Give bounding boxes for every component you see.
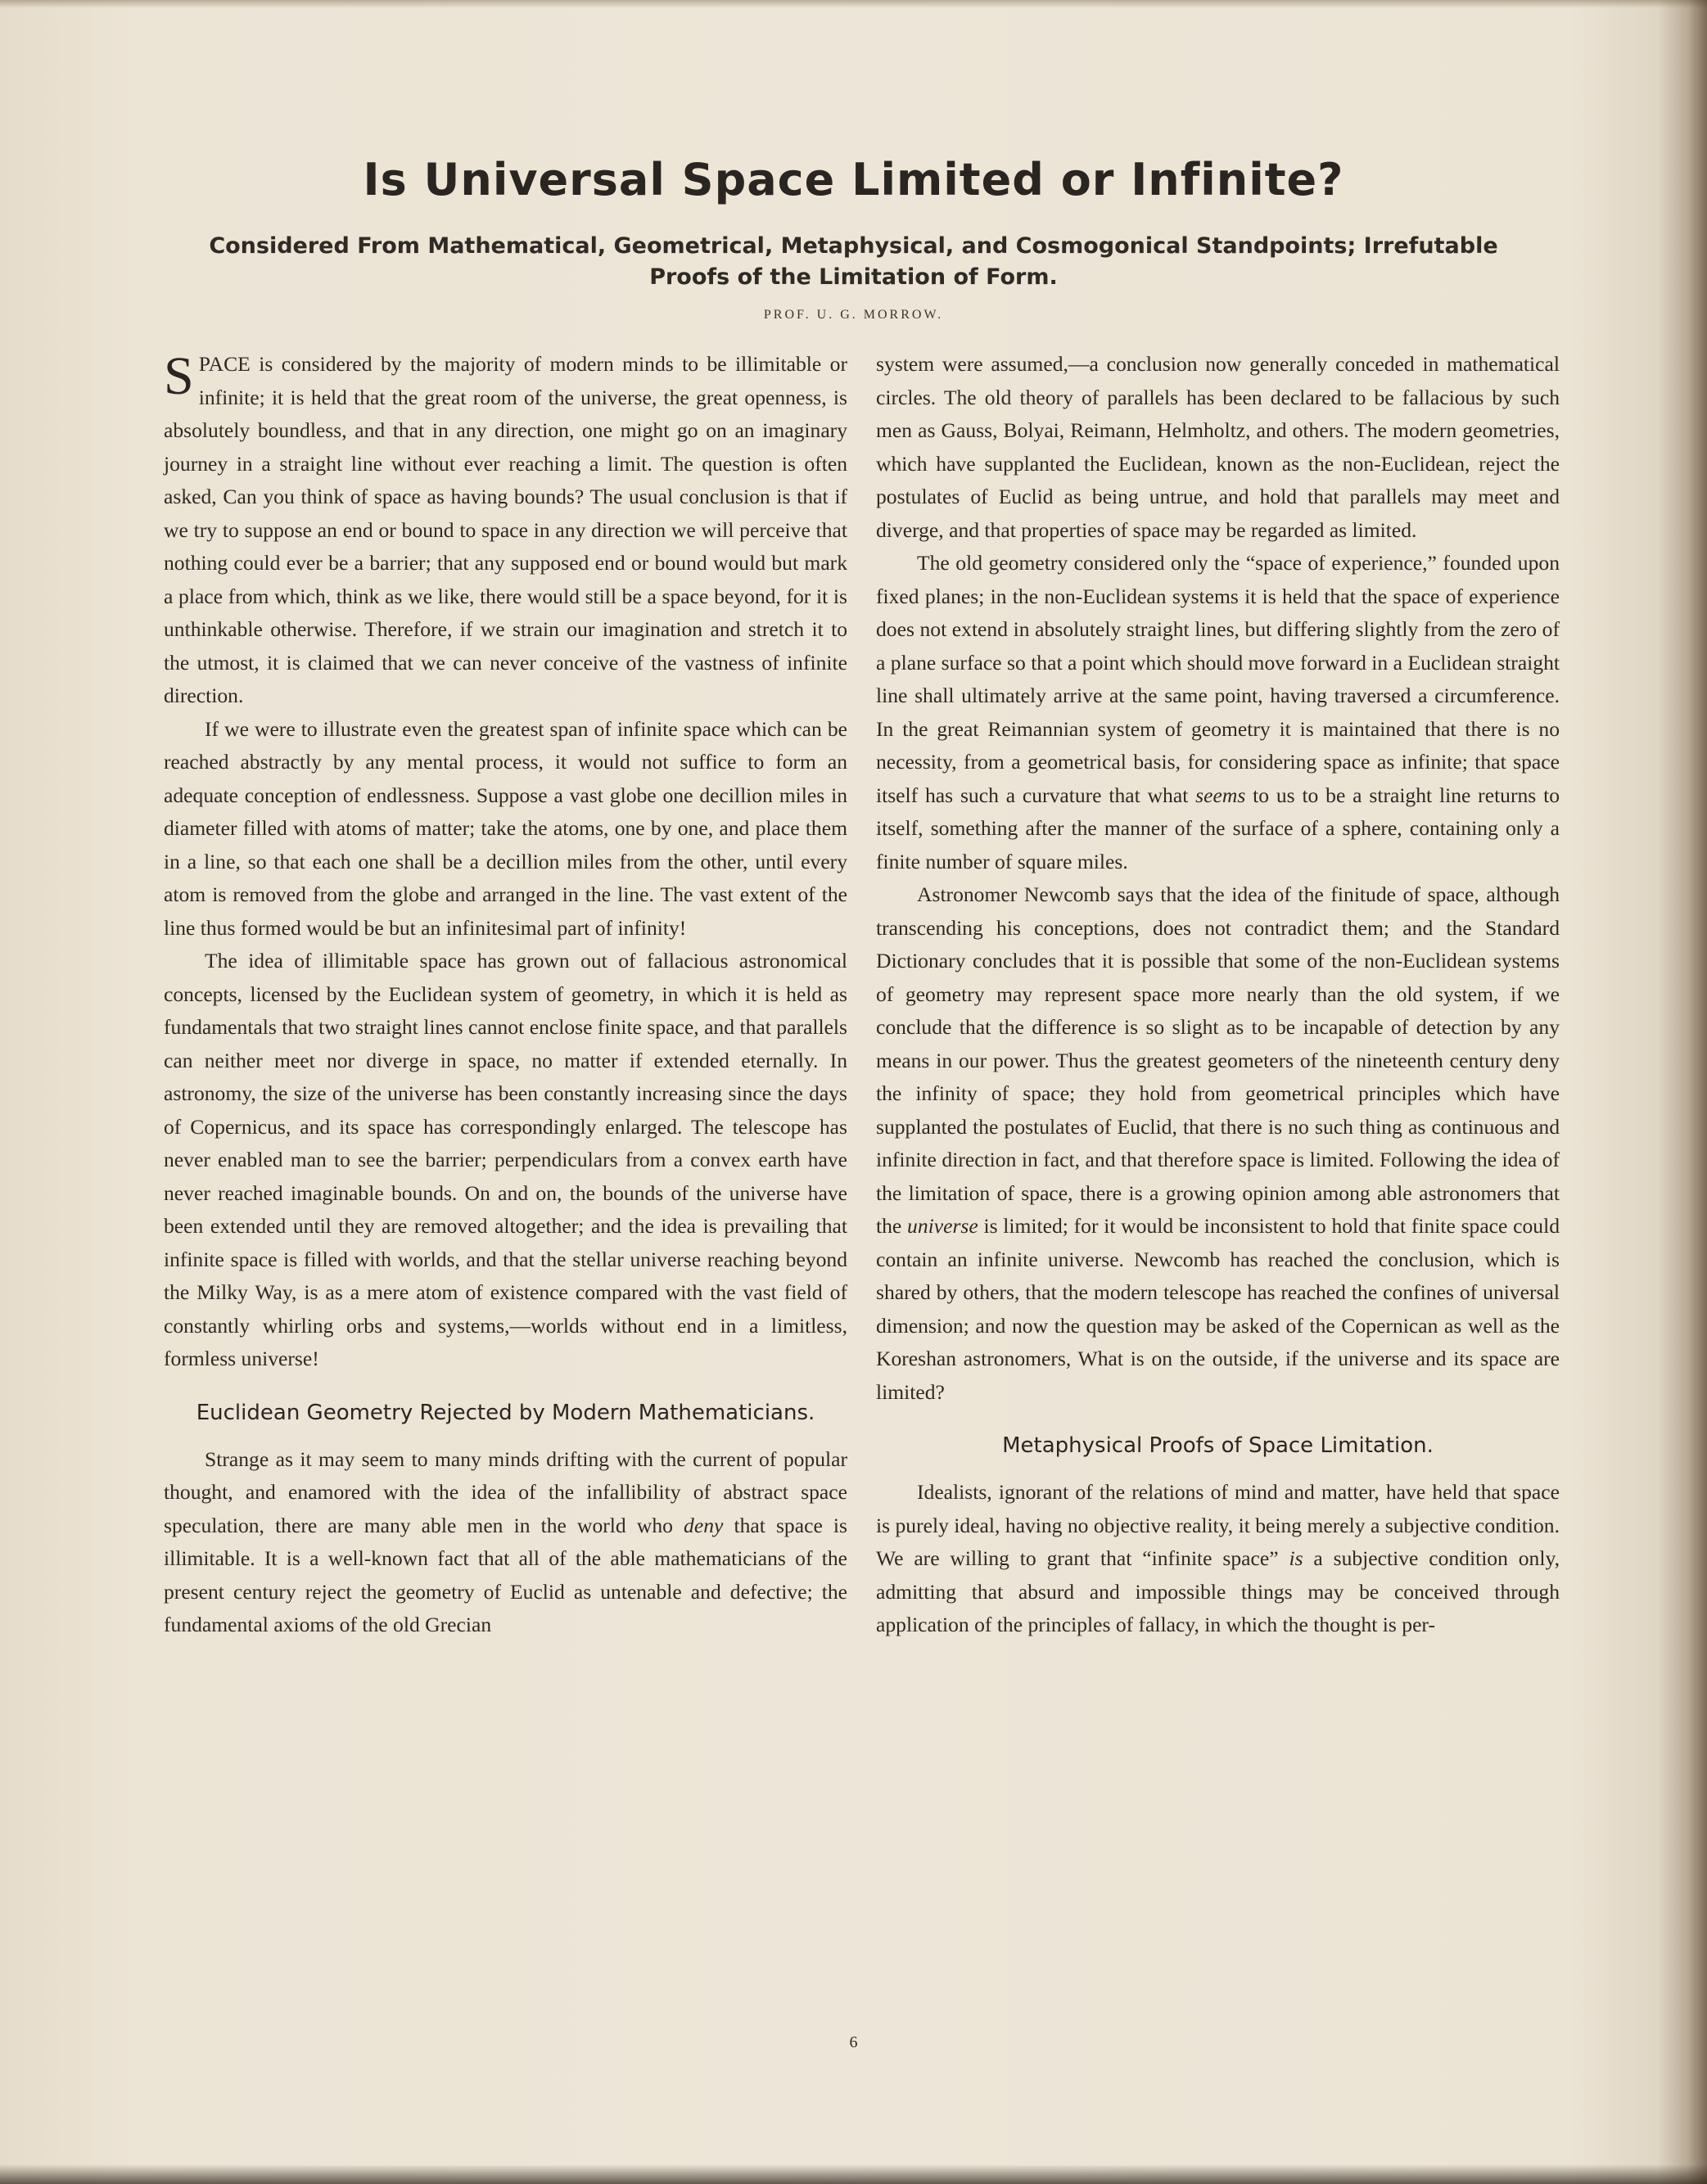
emphasis-text: is — [1289, 1546, 1303, 1570]
paragraph-text: Strange as it may seem to many minds drifting with the current of popular thought, and enamored with the idea of the infallibility of abstract space speculation, there are many able men in the world who — [164, 1446, 847, 1537]
paragraph-text: that space is illimitable. It is a well-known fact that all of the able mathematicians of the present century reject the geometry of Euclid as untenable and defective; the fundamental axioms of the old Grecian — [164, 1513, 847, 1636]
left-column — [164, 348, 847, 1642]
drop-cap: S — [164, 346, 194, 406]
paragraph — [876, 1476, 1560, 1642]
paragraph-text: a subjective condition only, admitting that absurd and impossible things may be conceived through application of the principles of fallacy, in which the thought is per- — [876, 1546, 1560, 1636]
paragraph — [164, 1443, 847, 1642]
paragraph-text: Idealists, ignorant of the relations of mind and matter, have held that space is purely ideal, having no objective reality, it being merely a subjective condition. We are willing to grant that “infinite space” — [876, 1480, 1560, 1570]
paragraph: If we were to illustrate even the greatest span of infinite space which can be reached abstractly by any mental process, it would not suffice to form an adequate conception of endlessness. Suppose a vast globe one decillion miles in diameter filled with atoms of matter; take the atoms, one by one, and place them in a line, so that each one shall be a decillion miles from the other, until every atom is removed from the globe and arranged in the line. The vast extent of the line thus formed would be but an infinitesimal part of infinity! — [164, 716, 847, 940]
page-top-edge — [0, 0, 1707, 8]
article-byline: PROF. U. G. MORROW. — [763, 308, 944, 322]
paragraph — [876, 878, 1560, 1409]
paragraph: The idea of illimitable space has grown out of fallacious astronomical concepts, licensed by the Euclidean system of geometry, in which it is held as fundamentals that two straight lines cannot enclose finite space, and that parallels can neither meet nor diverge in space, no matter if extended eternally. In astronomy, the size of the universe has been constantly increasing since the days of Copernicus, and its space has correspondingly enlarged. The telescope has never enabled man to see the barrier; perpendiculars from a convex earth have never reached imaginable bounds. On and on, the bounds of the universe have been extended until they are removed altogether; and the idea is prevailing that infinite space is filled with worlds, and that the stellar universe reaching beyond the Milky Way, is as a mere atom of existence compared with the vast field of constantly whirling orbs and systems,—worlds without end in a limitless, formless universe! — [164, 949, 847, 1370]
paragraph-text: Astronomer Newcomb says that the idea of the finitude of space, although transcending his conceptions, does not contradict them; and the Standard Dictionary concludes that it is possible that some of the non-Euclidean systems of geometry may represent space more nearly than the old system, if we conclude that the difference is so slight as to be incapable of detection by any means in our power. Thus the greatest geometers of the nineteenth century deny the infinity of space; they hold from geometrical principles which have supplanted the postulates of Euclid, that there is no such thing as continuous and infinite direction in fact, and that therefore space is limited. Following the idea of the limitation of space, there is a growing opinion among able astronomers that the — [876, 882, 1560, 1238]
page-number: 6 — [849, 2033, 858, 2051]
right-column — [876, 348, 1560, 1642]
article-title: Is Universal Space Limited or Infinite? — [363, 154, 1344, 205]
article-subtitle: Considered From Mathematical, Geometrical, Metaphysical, and Cosmogonical Standpoints; Irrefutable Proofs of the Limitation of Form. — [209, 233, 1498, 290]
emphasis-text: seems — [1195, 783, 1246, 807]
paragraph-text: is limited; for it would be inconsistent to hold that finite space could contain an infinite universe. Newcomb has reached the conclusion, which is shared by others, that the modern telescope has reached the confines of universal dimension; and now the question may be asked of the Copernican as well as the Koreshan astronomers, What is on the outside, if the universe and its space are limited? — [876, 1214, 1560, 1404]
emphasis-text: deny — [684, 1513, 724, 1537]
paragraph — [164, 348, 847, 713]
page-bottom-edge — [0, 2164, 1707, 2184]
section-heading: Euclidean Geometry Rejected by Modern Mathematicians. — [196, 1400, 815, 1425]
section-heading: Metaphysical Proofs of Space Limitation. — [1002, 1433, 1434, 1458]
paragraph — [876, 547, 1560, 878]
binding-shadow — [1658, 0, 1707, 2184]
paragraph-text: The old geometry considered only the “space of experience,” founded upon fixed planes; in the non-Euclidean systems it is held that the space of experience does not extend in absolutely straight lines, but differing slightly from the zero of a plane surface so that a point which should move forward in a Euclidean straight line shall ultimately arrive at the same point, having traversed a circumference. In the great Reimannian system of geometry it is maintained that there is no necessity, from a geometrical basis, for considering space as infinite; that space itself has such a curvature that what — [876, 551, 1560, 807]
paragraph: system were assumed,—a conclusion now generally conceded in mathematical circles. The old theory of parallels has been declared to be fallacious by such men as Gauss, Bolyai, Reimann, Helmholtz, and others. The modern geometries, which have supplanted the Euclidean, known as the non-Euclidean, reject the postulates of Euclid as being untrue, and hold that parallels may meet and diverge, and that properties of space may be regarded as limited. — [876, 352, 1560, 542]
emphasis-text: universe — [907, 1214, 978, 1238]
paragraph-text: to us to be a straight line returns to itself, something after the manner of the surface of a sphere, containing only a finite number of square miles. — [876, 783, 1560, 873]
paragraph-text: PACE is considered by the majority of modern minds to be illimitable or infinite; it is held that the great room of the universe, the great openness, is absolutely boundless, and that in any direction, one might go on an imaginary journey in a straight line without ever reaching a limit. The question is often asked, Can you think of space as having bounds? The usual conclusion is that if we try to suppose an end or bound to space in any direction we will perceive that nothing could ever be a barrier; that any supposed end or bound would but mark a place from which, think as we like, there would still be a space beyond, for it is unthinkable otherwise. Therefore, if we strain our imagination and stretch it to the utmost, it is claimed that we can never conceive of the vastness of infinite direction. — [164, 352, 847, 707]
